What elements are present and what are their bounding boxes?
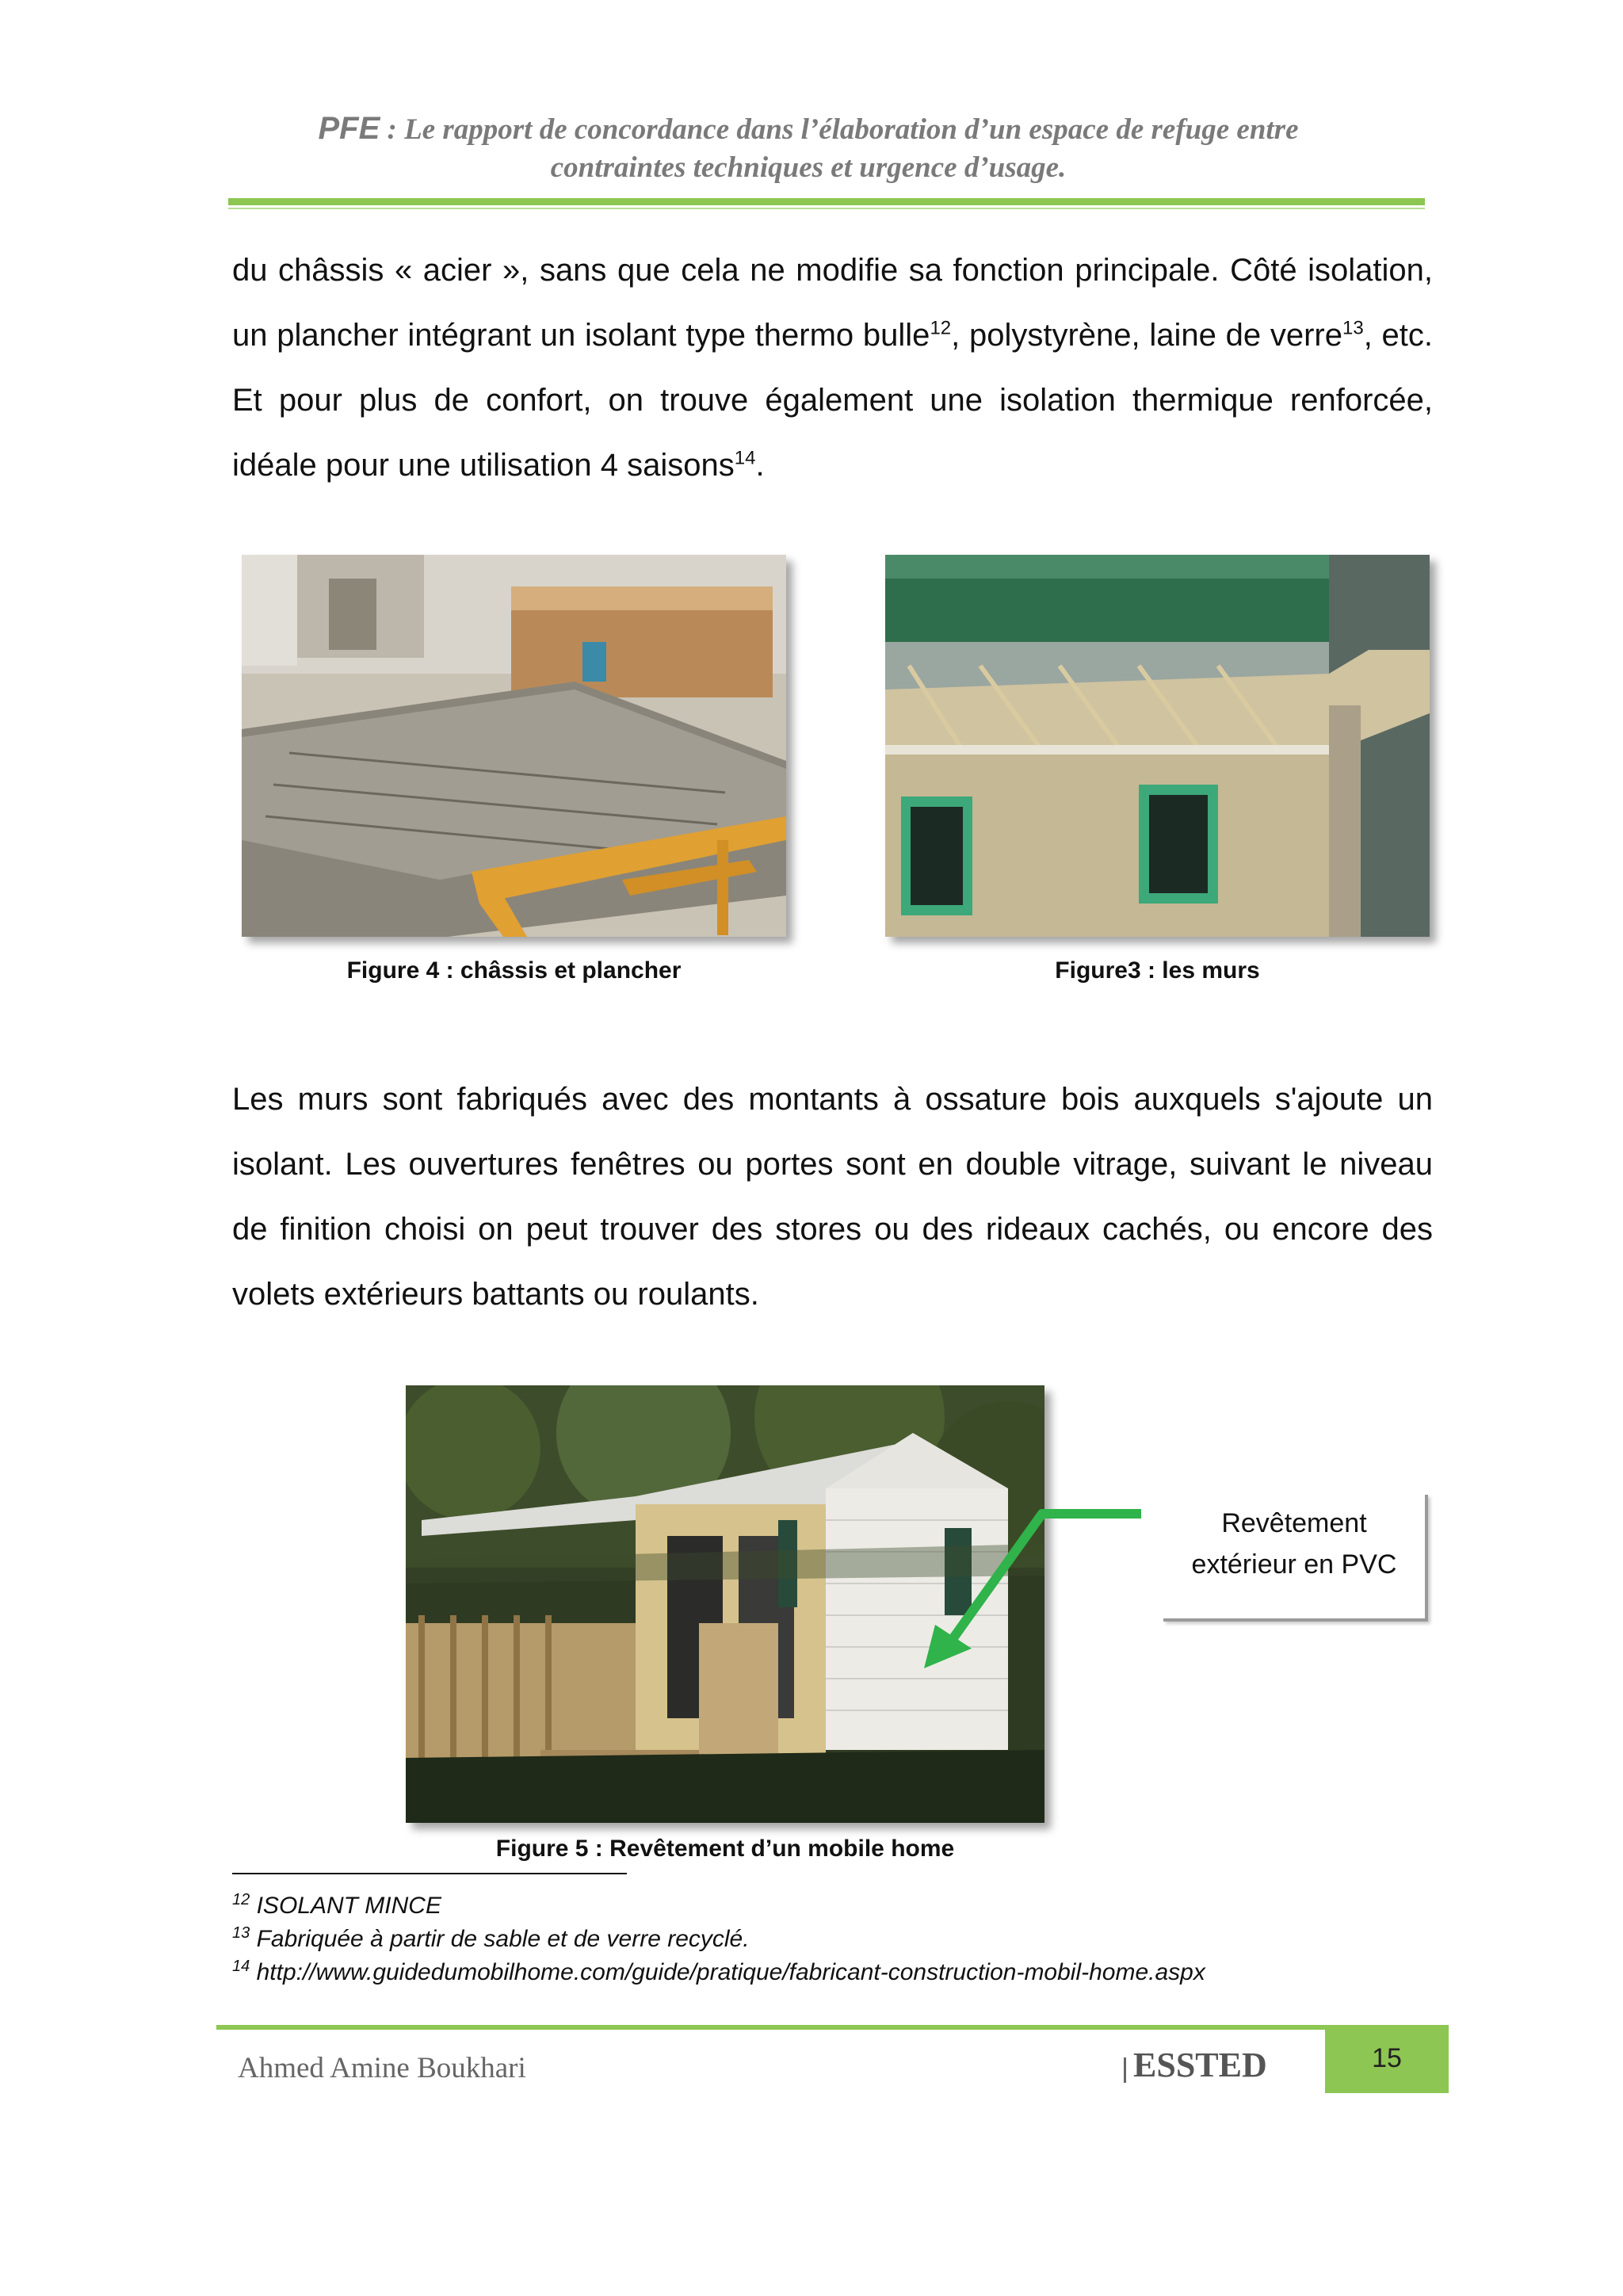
- footnote-number: 12: [232, 1891, 250, 1908]
- callout-line2: extérieur en PVC: [1191, 1549, 1397, 1580]
- figure4-photo: [242, 555, 786, 937]
- footnote-13: [232, 1923, 750, 1956]
- paragraph-insulation: [232, 238, 1433, 498]
- callout-line1: Revêtement: [1221, 1508, 1367, 1538]
- page-number: 15: [1372, 2043, 1402, 2073]
- paragraph1-text-d: .: [755, 448, 765, 483]
- header-prefix: PFE: [318, 111, 380, 146]
- paragraph-walls: [232, 1067, 1433, 1327]
- footnote-number: 13: [232, 1924, 250, 1942]
- figure3-photo: [885, 555, 1430, 937]
- paragraph1-text-c: , etc. Et pour plus de confort, on trouve également une isolation thermique renforcée, idéale pour une utilisation 4 saisons: [232, 318, 1434, 483]
- callout-box: [1163, 1495, 1428, 1622]
- figure5-caption: Figure 5 : Revêtement d’un mobile home: [495, 1836, 955, 1862]
- arrow-icon: [911, 1490, 1173, 1680]
- header-line2: contraintes techniques et urgence d’usage.: [550, 151, 1067, 184]
- header-line1: : Le rapport de concordance dans l’élaboration d’un espace de refuge entre: [380, 113, 1299, 146]
- footnote-14: [232, 1956, 1205, 1989]
- figure3-caption: Figure3 : les murs: [1055, 957, 1260, 984]
- footer-separator: [1124, 2057, 1126, 2083]
- footnote-rule: [232, 1873, 627, 1874]
- footnote-ref-12[interactable]: 12: [930, 317, 952, 339]
- paragraph1-text-a: du châssis « acier », sans que cela ne modifie sa fonction principale. Côté isolation, un plancher intégrant un isolant type thermo bulle: [232, 253, 1433, 353]
- footnote-number: 14: [232, 1958, 250, 1975]
- footer-rule: [216, 2025, 1326, 2030]
- footnote-link[interactable]: http://www.guidedumobilhome.com/guide/pratique/fabricant-construction-mobil-home.aspx: [256, 1959, 1205, 1985]
- footnote-ref-14[interactable]: 14: [734, 447, 756, 469]
- header-rule: [228, 198, 1425, 205]
- paragraph2-text: Les murs sont fabriqués avec des montants à ossature bois auxquels s'ajoute un isolant. Les ouvertures fenêtres ou portes sont en double vitrage, suivant le niveau de finition choisi on peut trouver des stores ou des rideaux cachés, ou encore des volets extérieurs battants ou roulants.: [232, 1082, 1433, 1312]
- footnote-12: [232, 1889, 441, 1923]
- header-rule-thin: [228, 208, 1425, 209]
- footnote-text: ISOLANT MINCE: [256, 1893, 441, 1919]
- footnote-text: Fabriquée à partir de sable et de verre recyclé.: [256, 1926, 750, 1952]
- paragraph1-text-b: , polystyrène, laine de verre: [951, 318, 1342, 353]
- footer-author: Ahmed Amine Boukhari: [238, 2052, 526, 2084]
- footer-school: ESSTED: [1133, 2046, 1267, 2084]
- footnote-ref-13[interactable]: 13: [1342, 317, 1364, 339]
- figure4-caption: Figure 4 : châssis et plancher: [346, 957, 682, 984]
- header-title: [214, 109, 1403, 187]
